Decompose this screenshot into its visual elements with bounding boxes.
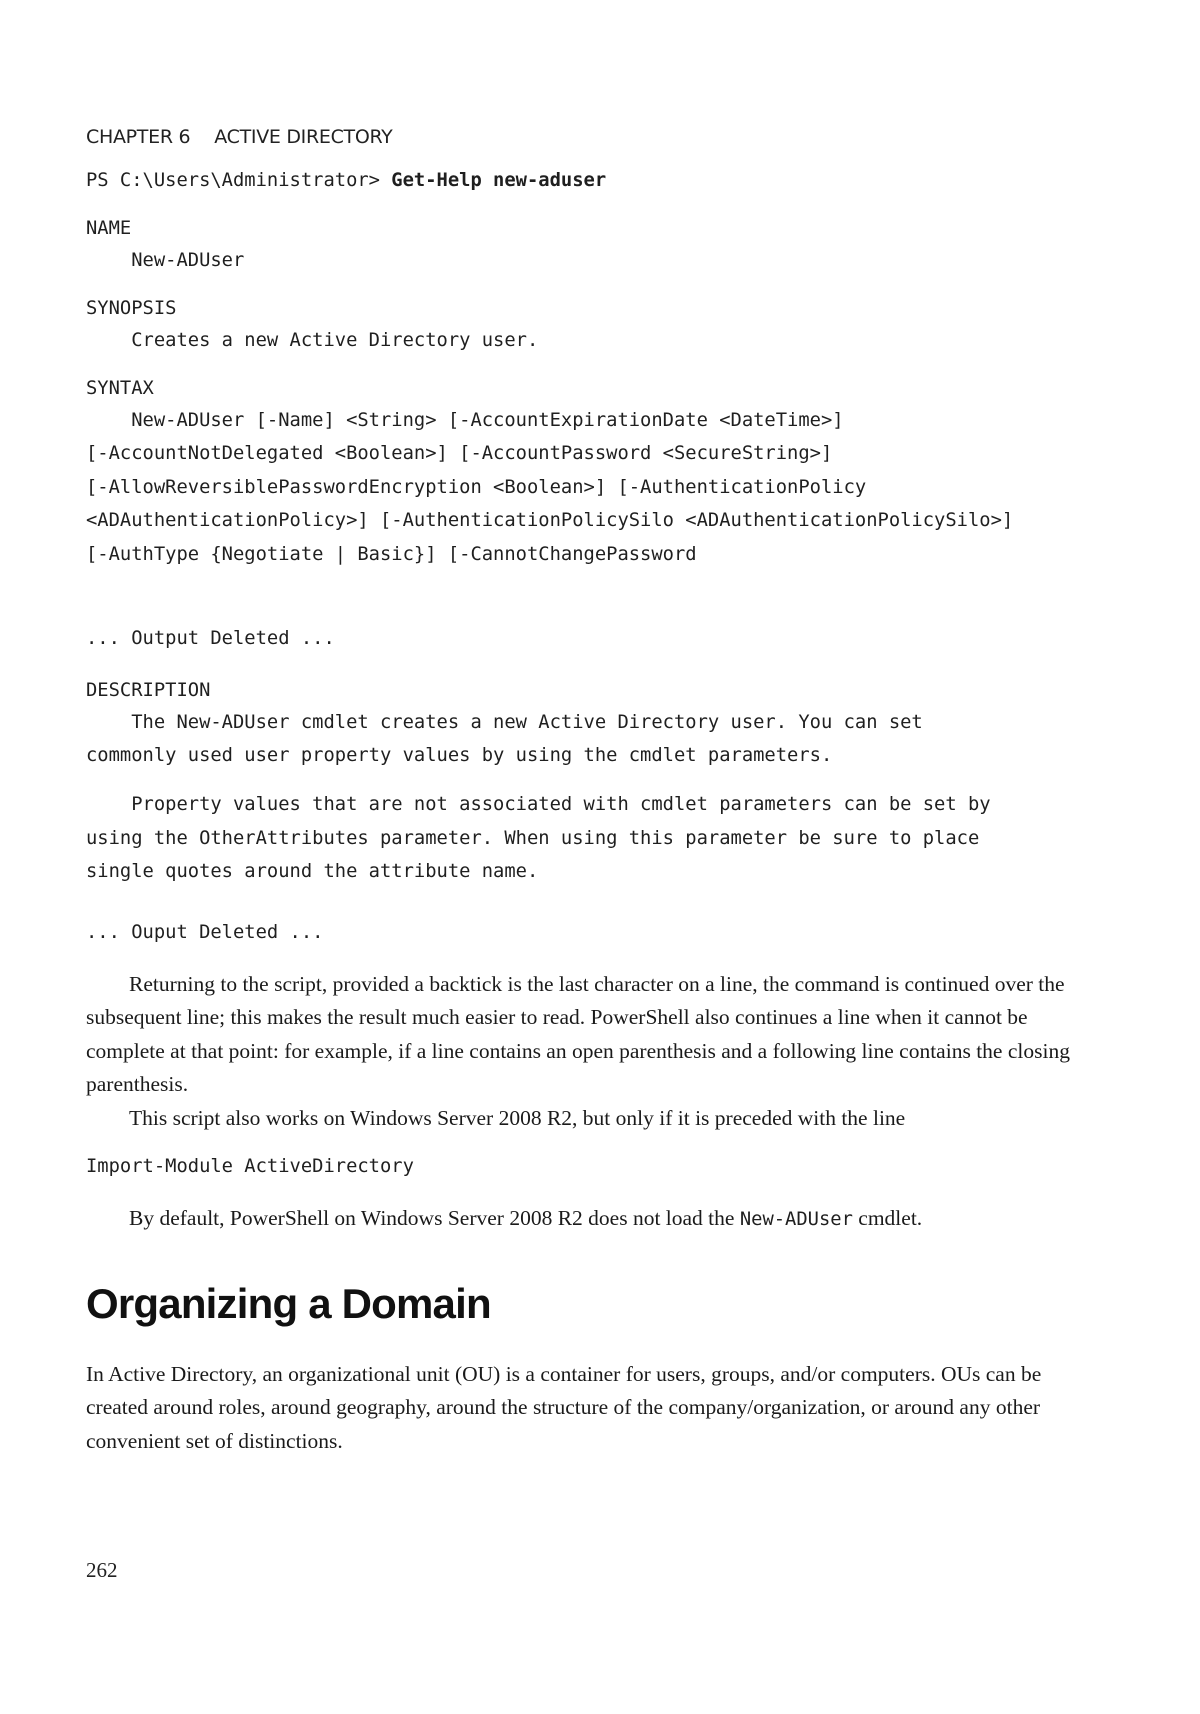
syntax-line: New-ADUser [-Name] <String> [-AccountExpirationDate <DateTime>] bbox=[86, 409, 844, 431]
page-number: 262 bbox=[86, 1558, 118, 1582]
ou-text: In Active Directory, an organizational unit (OU) is a container for users, groups, and/or computers. OUs can be created around roles, around geography, around the structure of the company/organization, or around any other convenient set of distinctions. bbox=[86, 1362, 1042, 1453]
name-label: NAME bbox=[86, 218, 132, 239]
default-text bbox=[86, 1202, 1086, 1235]
name-value: New-ADUser bbox=[86, 249, 245, 271]
description-label: DESCRIPTION bbox=[86, 680, 211, 701]
body-paragraphs bbox=[86, 968, 1086, 1135]
syntax-line: <ADAuthenticationPolicy>] [-AuthenticationPolicySilo <ADAuthenticationPolicySilo>] bbox=[86, 510, 1014, 531]
inline-code: New-ADUser bbox=[739, 1209, 853, 1230]
name-section bbox=[86, 212, 244, 277]
description-line: single quotes around the attribute name. bbox=[86, 861, 539, 882]
output-deleted-text: ... Output Deleted ... bbox=[86, 628, 335, 649]
output-deleted-note bbox=[86, 622, 335, 656]
book-page bbox=[86, 0, 1126, 1714]
description-line: The New-ADUser cmdlet creates a new Active Directory user. You can set bbox=[86, 711, 923, 733]
import-module-code bbox=[86, 1150, 414, 1184]
description-paragraph-2 bbox=[86, 788, 991, 889]
syntax-line: [-AllowReversiblePasswordEncryption <Boolean>] [-AuthenticationPolicy bbox=[86, 476, 867, 498]
description-line: using the OtherAttributes parameter. When using this parameter be sure to place bbox=[86, 827, 980, 849]
description-line: Property values that are not associated with cmdlet parameters can be set by bbox=[86, 794, 991, 815]
ouput-deleted-note bbox=[86, 916, 323, 950]
syntax-section bbox=[86, 372, 1013, 571]
syntax-line: [-AccountNotDelegated <Boolean>] [-AccountPassword <SecureString>] bbox=[86, 443, 833, 464]
syntax-label: SYNTAX bbox=[86, 378, 154, 399]
running-head bbox=[86, 126, 393, 148]
paragraph-server-2008: This script also works on Windows Server 2008 R2, but only if it is preceded with the line bbox=[129, 1105, 906, 1130]
synopsis-label: SYNOPSIS bbox=[86, 298, 177, 319]
ouput-deleted-text: ... Ouput Deleted ... bbox=[86, 922, 324, 943]
import-module-line: Import-Module ActiveDirectory bbox=[86, 1156, 414, 1177]
paragraph-ou bbox=[86, 1358, 1086, 1458]
default-text-before: By default, PowerShell on Windows Server 2008 R2 does not load the bbox=[129, 1206, 740, 1230]
shell-prompt: PS C:\Users\Administrator> bbox=[86, 170, 392, 191]
section-heading: Organizing a Domain bbox=[86, 1280, 491, 1327]
description-line: commonly used user property values by using the cmdlet parameters. bbox=[86, 745, 833, 766]
synopsis-value: Creates a new Active Directory user. bbox=[86, 329, 539, 351]
synopsis-section bbox=[86, 292, 538, 357]
description-section bbox=[86, 674, 923, 773]
chapter-title: ACTIVE DIRECTORY bbox=[214, 126, 393, 148]
default-text-after: cmdlet. bbox=[852, 1206, 923, 1230]
help-output-code-block bbox=[86, 164, 606, 198]
help-command: Get-Help new-aduser bbox=[391, 170, 607, 191]
paragraph-backtick: Returning to the script, provided a backtick is the last character on a line, the command is continued over the subsequent line; this makes the result much easier to read. PowerShell also continues a line when it cannot be complete at that point: for example, if a line contains an open parenthesis and a following line contains the closing parenthesis. bbox=[86, 972, 1070, 1097]
command-line bbox=[86, 164, 606, 198]
syntax-line: [-AuthType {Negotiate | Basic}] [-CannotChangePassword bbox=[86, 543, 697, 565]
chapter-number: CHAPTER 6 bbox=[86, 126, 191, 148]
paragraph-default bbox=[86, 1202, 1086, 1235]
